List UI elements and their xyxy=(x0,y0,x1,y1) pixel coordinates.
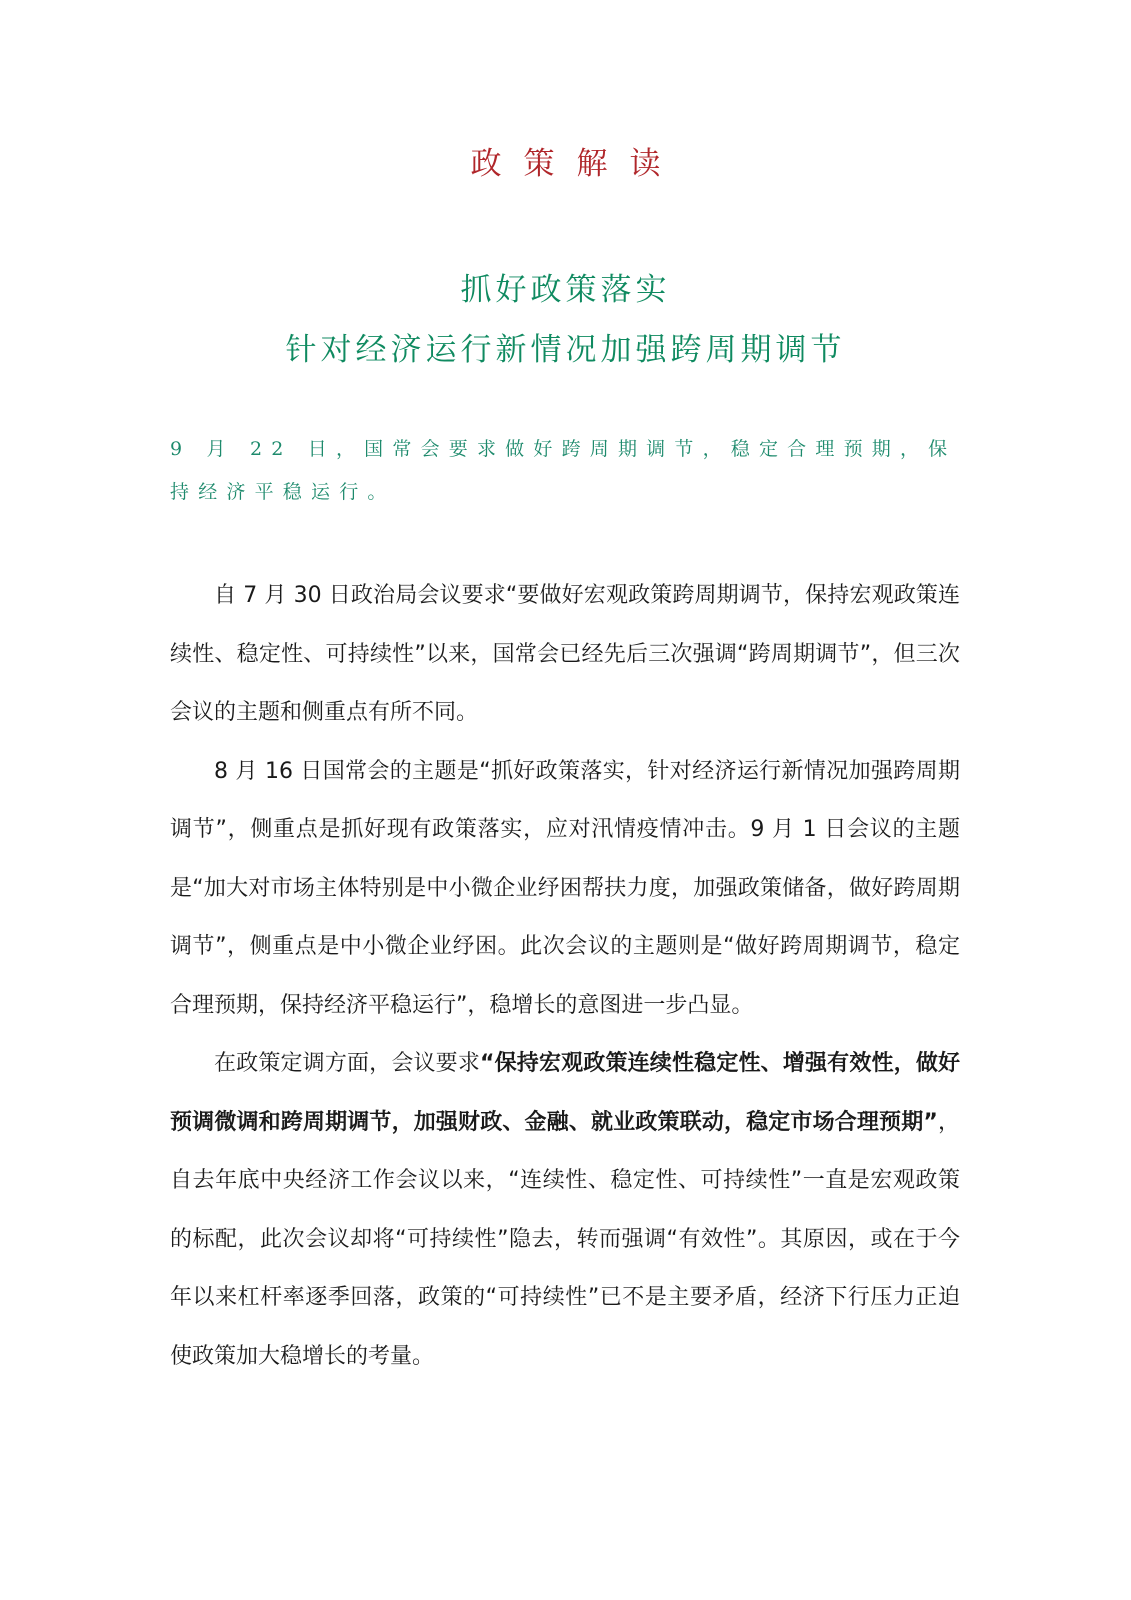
article-title xyxy=(0,260,1131,380)
paragraph-2: 8 月 16 日国常会的主题是“抓好政策落实，针对经济运行新情况加强跨周期调节”，侧重点是抓好现有政策落实，应对汛情疫情冲击。9 月 1 日会议的主题是“加大对市场主体特别是中小微企业纾困帮扶力度，加强政策储备，做好跨周期调节”，侧重点是中小微企业纾困。此次会议的主题则是“做好跨周期调节，稳定合理预期，保持经济平稳运行”，稳增长的意图进一步凸显。 xyxy=(170,758,960,1018)
paragraph-3-tail: ，自去年底中央经济工作会议以来，“连续性、稳定性、可持续性”一直是宏观政策的标配，此次会议却将“可持续性”隐去，转而强调“有效性”。其原因，或在于今年以来杠杆率逐季回落，政策的“可持续性”已不是主要矛盾，经济下行压力正迫使政策加大稳增长的考量。 xyxy=(170,1109,960,1369)
article-body xyxy=(170,567,960,1386)
paragraph-3 xyxy=(170,1035,960,1386)
paragraph-3-lead: 在政策定调方面，会议要求 xyxy=(214,1051,481,1076)
title-line-1: 抓好政策落实 xyxy=(460,272,671,308)
section-label: 政策解读 xyxy=(470,146,683,182)
paragraph-1: 自 7 月 30 日政治局会议要求“要做好宏观政策跨周期调节，保持宏观政策连续性、稳定性、可持续性”以来，国常会已经先后三次强调“跨周期调节”，但三次会议的主题和侧重点有所不同。 xyxy=(170,583,960,725)
title-line-2: 针对经济运行新情况加强跨周期调节 xyxy=(285,332,846,368)
paragraph-3-emphasis: “保持宏观政策连续性稳定性、增强有效性，做好预调微调和跨周期调节，加强财政、金融、就业政策联动，稳定市场合理预期” xyxy=(170,1051,960,1135)
summary-text: 9 月 22 日，国常会要求做好跨周期调节，稳定合理预期，保持经济平稳运行。 xyxy=(170,438,957,503)
